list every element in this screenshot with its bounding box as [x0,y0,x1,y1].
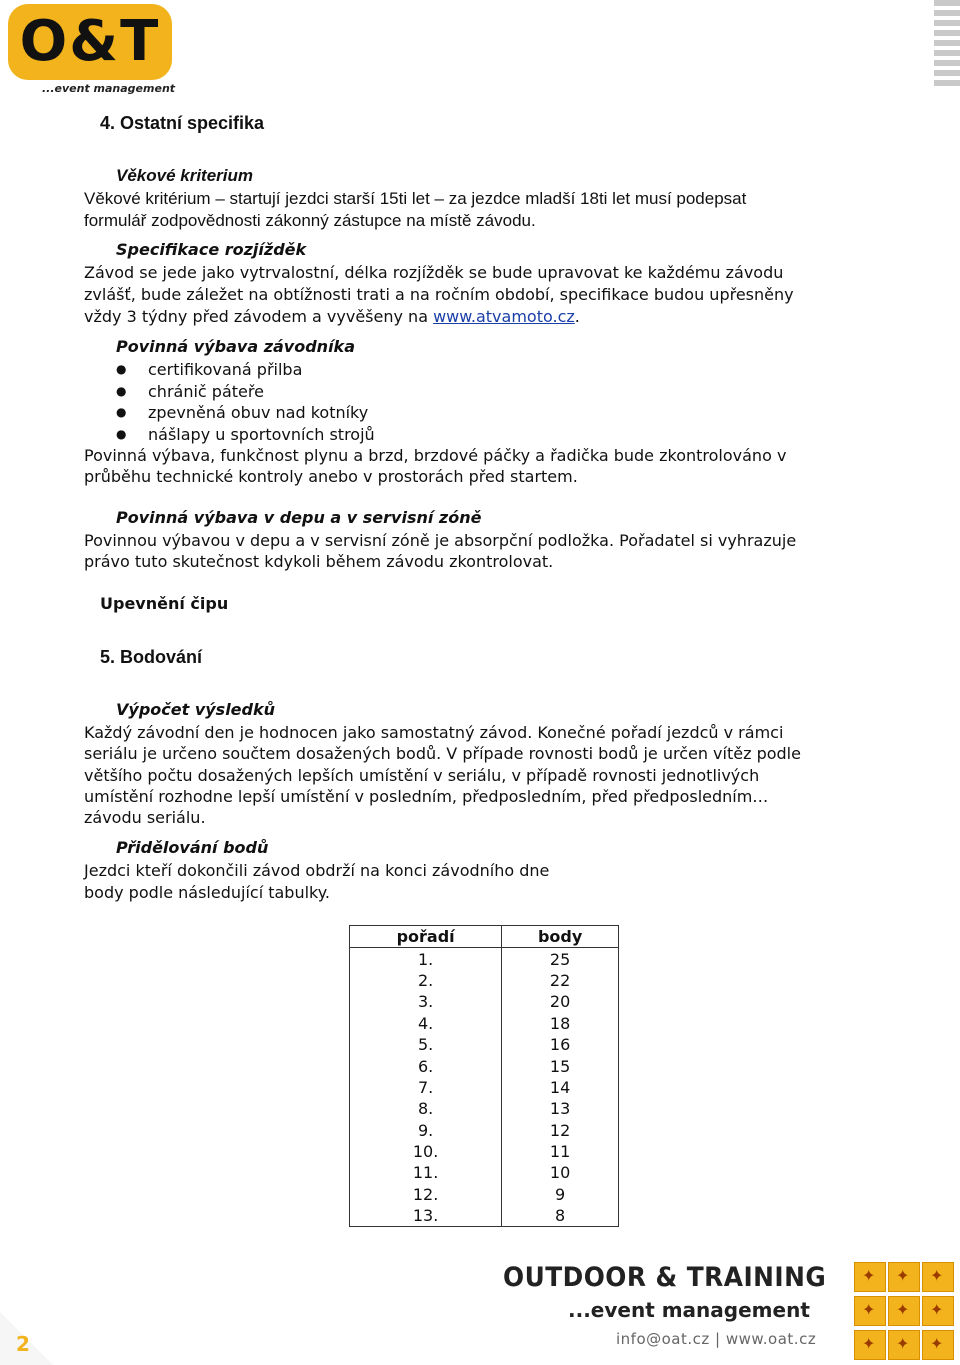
depot-gear-heading: Povinná výbava v depu a v servisní zóně [116,508,482,527]
points-cell: 18 [502,1013,619,1034]
rider-gear-line-2: průběhu technické kontroly anebo v prostorách před startem. [84,467,578,486]
place-cell: 10. [350,1141,502,1162]
place-cell: 2. [350,970,502,991]
points-heading: Přidělování bodů [116,838,269,857]
heats-line-3-text: vždy 3 týdny před závodem a vyvěšeny na [84,307,434,326]
rider-gear-heading: Povinná výbava závodníka [116,337,355,356]
footer-brand-subtitle: ...event management [568,1298,810,1322]
results-line-3: většího počtu dosažených lepších umístění v seriálu, v případě rovnosti jednotlivých [84,766,760,785]
results-line-1: Každý závodní den je hodnocen jako samostatný závod. Konečné pořadí jezdců v rámci [84,723,784,742]
table-header-row [350,926,619,948]
points-cell: 22 [502,970,619,991]
table-row [350,1120,619,1141]
table-row [350,1205,619,1227]
results-line-4: umístění rozhodne lepší umístění v posledním, předposledním, před předposledním… [84,787,769,806]
column-header-points: body [502,926,619,948]
depot-line-2: právo tuto skutečnost kdykoli během závodu zkontrolovat. [84,552,554,571]
points-cell: 25 [502,948,619,970]
runner-icon: ✦ [888,1262,920,1292]
archer-icon: ✦ [922,1296,954,1326]
gear-item: ● nášlapy u sportovních strojů [116,425,375,444]
points-cell: 15 [502,1055,619,1076]
swimmer-icon: ✦ [922,1330,954,1360]
place-cell: 1. [350,948,502,970]
table-row [350,948,619,970]
logo-text: O&T [19,9,161,74]
bullet-icon: ● [116,362,127,376]
rider-gear-line-1: Povinná výbava, funkčnost plynu a brzd, brzdové páčky a řadička bude zkontrolováno v [84,446,787,465]
heats-line-3-suffix: . [574,307,580,326]
points-line-1: Jezdci kteří dokončili závod obdrží na konci závodního dne [84,861,550,880]
gear-item: ● certifikovaná přilba [116,360,303,379]
rider-icon: ✦ [888,1330,920,1360]
bullet-icon: ● [116,405,127,419]
points-cell: 14 [502,1077,619,1098]
logo-subtitle: ...event management [42,82,176,95]
points-cell: 10 [502,1162,619,1183]
table-row [350,1184,619,1205]
oat-logo [8,4,176,95]
depot-line-1: Povinnou výbavou v depu a v servisní zóně je absorpční podložka. Pořadatel si vyhrazuje [84,531,797,550]
paddler-icon: ✦ [854,1296,886,1326]
age-line-2: formulář zodpovědnosti zákonný zástupce na místě závodu. [84,211,536,230]
section-4-title: 4. Ostatní specifika [100,113,265,133]
footer-brand-title: OUTDOOR & TRAINING [503,1262,827,1293]
points-cell: 13 [502,1098,619,1119]
page-number: 2 [16,1332,30,1356]
points-cell: 8 [502,1205,619,1227]
points-cell: 11 [502,1141,619,1162]
table-row [350,1013,619,1034]
atvamoto-link[interactable]: www.atvamoto.cz [433,307,575,326]
climber-icon: ✦ [888,1296,920,1326]
points-cell: 20 [502,991,619,1012]
table-row [350,991,619,1012]
table-row [350,1034,619,1055]
place-cell: 5. [350,1034,502,1055]
footer-contact: info@oat.cz | www.oat.cz [616,1330,817,1348]
place-cell: 13. [350,1205,502,1227]
place-cell: 3. [350,991,502,1012]
column-header-place: pořadí [350,926,502,948]
cyclist-icon: ✦ [922,1262,954,1292]
decorative-stripes [934,0,960,90]
points-cell: 12 [502,1120,619,1141]
age-line-1: Věkové kritérium – startují jezdci starší 15ti let – za jezdce mladší 18ti let musí podepsat [84,189,747,208]
points-line-2: body podle následující tabulky. [84,883,331,902]
place-cell: 9. [350,1120,502,1141]
place-cell: 7. [350,1077,502,1098]
place-cell: 4. [350,1013,502,1034]
results-line-5: závodu seriálu. [84,808,206,827]
heats-heading: Specifikace rozjížděk [116,240,307,259]
place-cell: 6. [350,1055,502,1076]
results-heading: Výpočet výsledků [116,700,276,719]
skier-icon: ✦ [854,1330,886,1360]
hiker-icon: ✦ [854,1262,886,1292]
place-cell: 11. [350,1162,502,1183]
chip-heading: Upevnění čipu [100,594,229,613]
table-row [350,1162,619,1183]
bullet-icon: ● [116,427,127,441]
age-heading: Věkové kriterium [116,166,254,185]
gear-item: ● chránič páteře [116,382,264,401]
place-cell: 12. [350,1184,502,1205]
heats-line-2: zvlášť, bude záležet na obtížnosti trati a na ročním období, specifikace budou upřesněny [84,285,794,304]
results-line-2: seriálu je určeno součtem dosažených bodů. V případe rovnosti bodů je určen vítěz podle [84,744,801,763]
points-table [349,925,619,1227]
table-row [350,1141,619,1162]
gear-item: ● zpevněná obuv nad kotníky [116,403,369,422]
heats-line-1: Závod se jede jako vytrvalostní, délka rozjížděk se bude upravovat ke každému závodu [84,263,784,282]
points-cell: 16 [502,1034,619,1055]
table-row [350,1055,619,1076]
bullet-icon: ● [116,384,127,398]
sport-icons-grid [854,1262,954,1360]
points-cell: 9 [502,1184,619,1205]
table-row [350,1077,619,1098]
place-cell: 8. [350,1098,502,1119]
section-5-title: 5. Bodování [100,647,203,667]
heats-line-3 [84,306,580,328]
table-row [350,1098,619,1119]
table-row [350,970,619,991]
